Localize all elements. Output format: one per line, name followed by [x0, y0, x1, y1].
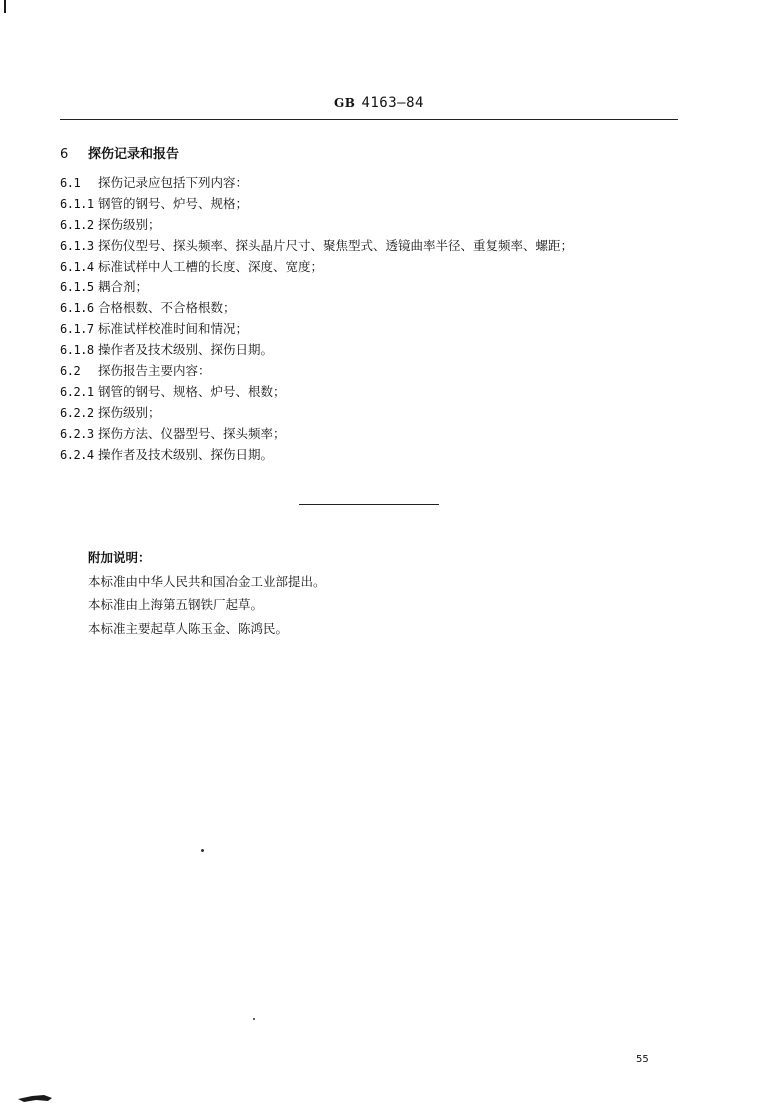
clause-number: 6.1.5 [60, 280, 94, 295]
standard-number: 4163—84 [361, 95, 424, 111]
scan-speck [253, 1018, 255, 1020]
clause-number: 6.2.1 [60, 384, 94, 399]
clause-number: 6.1.2 [60, 217, 94, 232]
clause-6-1-4 [60, 257, 573, 278]
clause-number: 6.1.3 [60, 238, 94, 253]
clause-6-2-1 [60, 382, 573, 403]
clause-number: 6.1.6 [60, 301, 94, 316]
clause-number: 6.1.7 [60, 322, 94, 337]
section-title: 探伤记录和报告 [88, 147, 180, 162]
clause-number: 6.1.8 [60, 343, 94, 358]
appendix-line: 本标准主要起草人陈玉金、陈鸿民。 [88, 620, 289, 636]
clause-6-2-3 [60, 424, 573, 445]
appendix-line: 本标准由中华人民共和国冶金工业部提出。 [88, 573, 326, 589]
clause-text: 探伤级别； [98, 404, 161, 420]
clause-6-2 [60, 361, 573, 382]
appendix-line: 本标准由上海第五钢铁厂起草。 [88, 597, 264, 612]
clause-text: 耦合剂； [98, 279, 149, 295]
appendix-title: 附加说明： [88, 550, 151, 565]
clause-text: 标准试样校准时间和情况； [98, 321, 249, 337]
scan-edge-mark [4, 0, 6, 13]
clause-6-1-7 [60, 319, 573, 340]
appendix-note [88, 546, 326, 640]
clause-text: 操作者及技术级别、探伤日期。 [98, 446, 274, 462]
clause-text: 探伤记录应包括下列内容： [98, 175, 249, 190]
clause-number: 6.2 [60, 364, 81, 379]
clause-6-1-8 [60, 340, 573, 361]
section-number: 6 [60, 147, 69, 162]
clause-6-1-5 [60, 277, 573, 298]
clause-text: 操作者及技术级别、探伤日期。 [98, 342, 274, 358]
clause-number: 6.2.4 [60, 447, 94, 462]
clause-text: 标准试样中人工槽的长度、深度、宽度； [98, 258, 324, 274]
section-heading [60, 143, 179, 162]
page-header [0, 95, 758, 111]
scan-speck [201, 849, 204, 852]
clause-6-1 [60, 173, 573, 194]
end-divider [299, 504, 439, 505]
page-number: 55 [636, 1054, 649, 1065]
header-rule [60, 119, 678, 120]
clause-text: 钢管的钢号、规格、炉号、根数； [98, 383, 286, 399]
clause-list [60, 173, 573, 465]
scan-edge-mark [18, 1092, 58, 1103]
clause-text: 探伤报告主要内容： [98, 363, 211, 379]
clause-number: 6.1.1 [60, 196, 94, 211]
clause-6-1-2 [60, 215, 573, 236]
clause-6-2-4 [60, 445, 573, 466]
clause-text: 探伤方法、仪器型号、探头频率； [98, 425, 286, 441]
clause-6-1-3 [60, 236, 573, 257]
clause-number: 6.1.4 [60, 259, 94, 274]
clause-number: 6.2.2 [60, 405, 94, 420]
clause-text: 合格根数、不合格根数； [98, 300, 236, 316]
clause-text: 探伤仪型号、探头频率、探头晶片尺寸、聚焦型式、透镜曲率半径、重复频率、螺距； [98, 237, 574, 253]
clause-6-1-6 [60, 298, 573, 319]
clause-number: 6.2.3 [60, 426, 94, 441]
clause-number: 6.1 [60, 176, 81, 190]
clause-6-2-2 [60, 403, 573, 424]
clause-6-1-1 [60, 194, 573, 215]
clause-text: 探伤级别； [98, 216, 161, 232]
clause-text: 钢管的钢号、炉号、规格； [98, 195, 249, 211]
standard-code: GB [334, 96, 356, 110]
